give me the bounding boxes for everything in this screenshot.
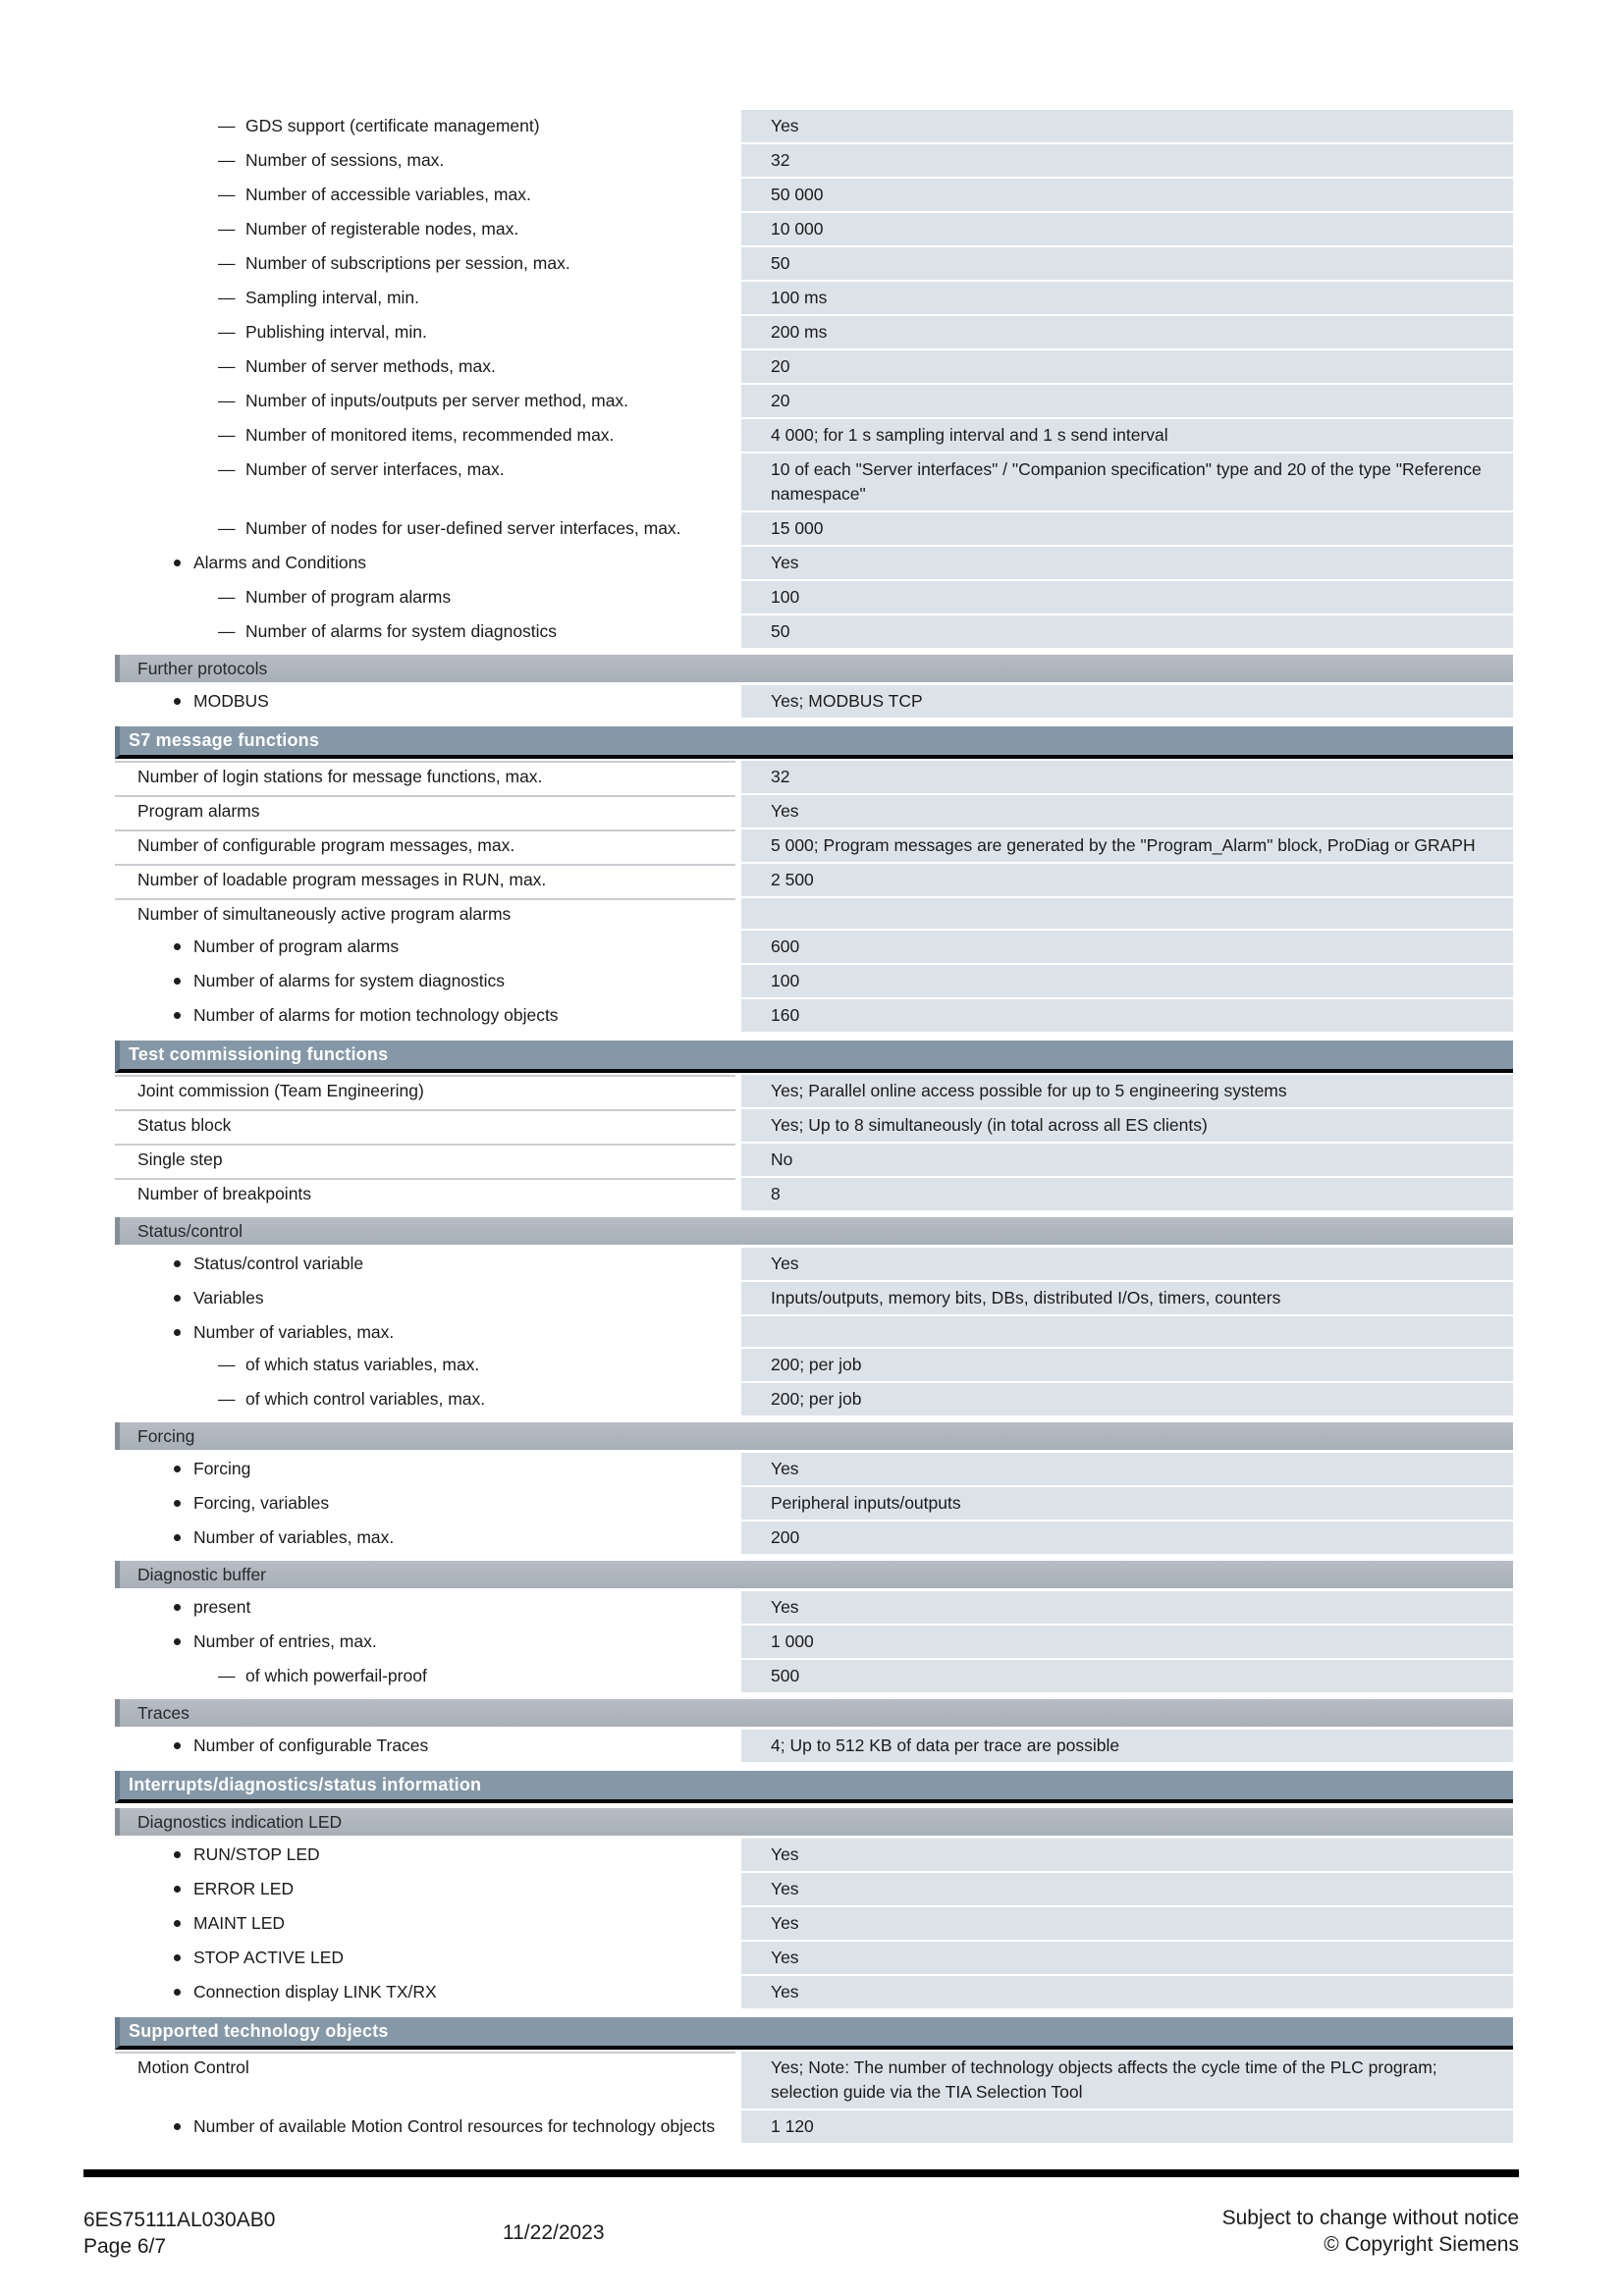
- spec-table: [115, 110, 1513, 2145]
- spec-value: Yes; Up to 8 simultaneously (in total across all ES clients): [741, 1109, 1513, 1144]
- bullet-icon: [174, 943, 181, 950]
- bullet-icon: [174, 560, 181, 566]
- bullet-icon: [174, 1534, 181, 1541]
- spec-row: [115, 1282, 1513, 1316]
- spec-label: — Number of sessions, max.: [115, 144, 741, 179]
- spec-value: 15 000: [741, 512, 1513, 547]
- spec-row: [115, 2110, 1513, 2145]
- bullet-icon: [174, 1920, 181, 1927]
- spec-label: — Number of registerable nodes, max.: [115, 213, 741, 247]
- spec-value: 1 120: [741, 2110, 1513, 2145]
- spec-value: 200; per job: [741, 1383, 1513, 1417]
- spec-label: Variables: [115, 1282, 741, 1316]
- bullet-icon: [174, 698, 181, 705]
- spec-value: 160: [741, 999, 1513, 1034]
- spec-row: [115, 454, 1513, 512]
- dash-icon: —: [218, 1389, 236, 1409]
- spec-value: Yes: [741, 547, 1513, 581]
- spec-value: Yes: [741, 110, 1513, 144]
- bullet-icon: [174, 978, 181, 985]
- spec-row: [115, 512, 1513, 547]
- spec-value: Yes; MODBUS TCP: [741, 685, 1513, 720]
- subsection-header: Traces: [115, 1699, 1513, 1727]
- spec-value: Inputs/outputs, memory bits, DBs, distributed I/Os, timers, counters: [741, 1282, 1513, 1316]
- spec-label: — Number of program alarms: [115, 581, 741, 615]
- spec-row: [115, 1075, 1513, 1109]
- spec-row: [115, 999, 1513, 1034]
- spec-row: [115, 1976, 1513, 2010]
- spec-value: 100: [741, 581, 1513, 615]
- spec-value: 8: [741, 1178, 1513, 1212]
- bullet-icon: [174, 1886, 181, 1893]
- spec-label: STOP ACTIVE LED: [115, 1942, 741, 1976]
- spec-row: [115, 547, 1513, 581]
- spec-label: — GDS support (certificate management): [115, 110, 741, 144]
- spec-label: ERROR LED: [115, 1873, 741, 1907]
- spec-value: 200; per job: [741, 1349, 1513, 1383]
- spec-row: [115, 1178, 1513, 1212]
- spec-label: — Number of server interfaces, max.: [115, 454, 741, 512]
- dash-icon: —: [218, 356, 236, 376]
- spec-label: — Publishing interval, min.: [115, 316, 741, 350]
- spec-row: [115, 350, 1513, 385]
- spec-value: 32: [741, 761, 1513, 795]
- spec-value: Yes: [741, 1942, 1513, 1976]
- dash-icon: —: [218, 621, 236, 641]
- spec-value: 4; Up to 512 KB of data per trace are possible: [741, 1730, 1513, 1764]
- spec-row: [115, 385, 1513, 419]
- section-header: Test commissioning functions: [115, 1041, 1513, 1073]
- dash-icon: —: [218, 150, 236, 170]
- section-header: S7 message functions: [115, 726, 1513, 759]
- subsection-header: Diagnostic buffer: [115, 1561, 1513, 1588]
- dash-icon: —: [218, 391, 236, 410]
- bullet-icon: [174, 1851, 181, 1858]
- spec-label: Connection display LINK TX/RX: [115, 1976, 741, 2010]
- spec-value: Yes; Parallel online access possible for up to 5 engineering systems: [741, 1075, 1513, 1109]
- page-number: Page 6/7: [83, 2235, 167, 2258]
- bullet-icon: [174, 1329, 181, 1336]
- spec-label: Motion Control: [115, 2052, 741, 2110]
- spec-row: [115, 615, 1513, 650]
- bullet-icon: [174, 1466, 181, 1472]
- spec-row: [115, 761, 1513, 795]
- spec-row: [115, 1522, 1513, 1556]
- product-id: 6ES75111AL030AB0: [83, 2209, 276, 2231]
- spec-row: [115, 864, 1513, 898]
- spec-row: [115, 144, 1513, 179]
- spec-value: [741, 1316, 1513, 1349]
- spec-value: Yes: [741, 1453, 1513, 1487]
- spec-value: 20: [741, 350, 1513, 385]
- spec-value: 200: [741, 1522, 1513, 1556]
- copyright: © Copyright Siemens: [1324, 2233, 1519, 2256]
- spec-label: — Sampling interval, min.: [115, 282, 741, 316]
- spec-row: [115, 795, 1513, 829]
- bullet-icon: [174, 1989, 181, 1996]
- spec-label: Forcing: [115, 1453, 741, 1487]
- spec-row: [115, 1730, 1513, 1764]
- dash-icon: —: [218, 219, 236, 239]
- spec-value: 10 of each "Server interfaces" / "Companion specification" type and 20 of the type "Reference namespace": [741, 454, 1513, 512]
- dash-icon: —: [218, 1355, 236, 1374]
- spec-value: Yes: [741, 1591, 1513, 1626]
- spec-value: 50: [741, 615, 1513, 650]
- spec-row: [115, 1248, 1513, 1282]
- spec-row: [115, 685, 1513, 720]
- spec-row: [115, 1383, 1513, 1417]
- spec-label: — of which powerfail-proof: [115, 1660, 741, 1694]
- spec-row: [115, 898, 1513, 931]
- spec-value: 20: [741, 385, 1513, 419]
- spec-row: [115, 110, 1513, 144]
- spec-value: 200 ms: [741, 316, 1513, 350]
- spec-row: [115, 2052, 1513, 2110]
- dash-icon: —: [218, 459, 236, 479]
- spec-row: [115, 829, 1513, 864]
- bullet-icon: [174, 1500, 181, 1507]
- spec-label: present: [115, 1591, 741, 1626]
- spec-label: — Number of server methods, max.: [115, 350, 741, 385]
- spec-row: [115, 1907, 1513, 1942]
- spec-row: [115, 316, 1513, 350]
- spec-value: 1 000: [741, 1626, 1513, 1660]
- spec-row: [115, 965, 1513, 999]
- section-header: Interrupts/diagnostics/status information: [115, 1771, 1513, 1803]
- spec-row: [115, 1591, 1513, 1626]
- spec-label: MODBUS: [115, 685, 741, 720]
- bullet-icon: [174, 1604, 181, 1611]
- spec-value: Yes: [741, 1873, 1513, 1907]
- dash-icon: —: [218, 288, 236, 307]
- spec-value: 5 000; Program messages are generated by the "Program_Alarm" block, ProDiag or GRAPH: [741, 829, 1513, 864]
- footer-left: [83, 2207, 275, 2260]
- spec-label: Number of available Motion Control resources for technology objects: [115, 2110, 741, 2145]
- spec-value: 32: [741, 144, 1513, 179]
- spec-label: Number of variables, max.: [115, 1316, 741, 1349]
- spec-value: [741, 898, 1513, 931]
- footer-right: [1022, 2205, 1519, 2258]
- spec-value: Yes: [741, 1248, 1513, 1282]
- subsection-header: Diagnostics indication LED: [115, 1808, 1513, 1836]
- spec-label: Number of login stations for message functions, max.: [115, 761, 741, 795]
- dash-icon: —: [218, 322, 236, 342]
- spec-value: 100 ms: [741, 282, 1513, 316]
- spec-label: — of which status variables, max.: [115, 1349, 741, 1383]
- spec-label: — Number of alarms for system diagnostics: [115, 615, 741, 650]
- spec-row: [115, 1942, 1513, 1976]
- spec-value: Yes: [741, 1907, 1513, 1942]
- dash-icon: —: [218, 1666, 236, 1685]
- spec-value: 500: [741, 1660, 1513, 1694]
- bullet-icon: [174, 1295, 181, 1302]
- spec-label: Number of breakpoints: [115, 1178, 741, 1212]
- spec-label: — Number of inputs/outputs per server method, max.: [115, 385, 741, 419]
- spec-value: 4 000; for 1 s sampling interval and 1 s send interval: [741, 419, 1513, 454]
- spec-value: 100: [741, 965, 1513, 999]
- spec-label: Number of program alarms: [115, 931, 741, 965]
- spec-row: [115, 1660, 1513, 1694]
- spec-row: [115, 931, 1513, 965]
- spec-row: [115, 1453, 1513, 1487]
- spec-label: — Number of accessible variables, max.: [115, 179, 741, 213]
- spec-label: Number of alarms for motion technology objects: [115, 999, 741, 1034]
- bullet-icon: [174, 1012, 181, 1019]
- spec-label: Number of configurable program messages, max.: [115, 829, 741, 864]
- dash-icon: —: [218, 518, 236, 538]
- spec-label: — Number of subscriptions per session, max.: [115, 247, 741, 282]
- subsection-header: Further protocols: [115, 655, 1513, 682]
- spec-row: [115, 1109, 1513, 1144]
- dash-icon: —: [218, 587, 236, 607]
- spec-label: Single step: [115, 1144, 741, 1178]
- spec-label: — Number of monitored items, recommended max.: [115, 419, 741, 454]
- spec-label: RUN/STOP LED: [115, 1839, 741, 1873]
- spec-row: [115, 1144, 1513, 1178]
- dash-icon: —: [218, 185, 236, 204]
- spec-label: Status/control variable: [115, 1248, 741, 1282]
- spec-value: No: [741, 1144, 1513, 1178]
- subsection-header: Status/control: [115, 1217, 1513, 1245]
- spec-label: Joint commission (Team Engineering): [115, 1075, 741, 1109]
- spec-row: [115, 1316, 1513, 1349]
- spec-value: 10 000: [741, 213, 1513, 247]
- dash-icon: —: [218, 116, 236, 135]
- spec-value: 50: [741, 247, 1513, 282]
- spec-label: Number of alarms for system diagnostics: [115, 965, 741, 999]
- spec-label: Number of variables, max.: [115, 1522, 741, 1556]
- spec-value: 600: [741, 931, 1513, 965]
- change-notice: Subject to change without notice: [1221, 2207, 1519, 2229]
- spec-row: [115, 213, 1513, 247]
- spec-row: [115, 179, 1513, 213]
- spec-value: Peripheral inputs/outputs: [741, 1487, 1513, 1522]
- subsection-header: Forcing: [115, 1422, 1513, 1450]
- spec-row: [115, 419, 1513, 454]
- spec-row: [115, 1349, 1513, 1383]
- section-header: Supported technology objects: [115, 2017, 1513, 2050]
- spec-label: Number of configurable Traces: [115, 1730, 741, 1764]
- spec-label: Forcing, variables: [115, 1487, 741, 1522]
- spec-value: Yes: [741, 1839, 1513, 1873]
- bullet-icon: [174, 1260, 181, 1267]
- spec-value: Yes: [741, 795, 1513, 829]
- spec-label: Program alarms: [115, 795, 741, 829]
- spec-value: Yes; Note: The number of technology objects affects the cycle time of the PLC program; selection guide via the TIA Selection Tool: [741, 2052, 1513, 2110]
- spec-value: 2 500: [741, 864, 1513, 898]
- dash-icon: —: [218, 425, 236, 445]
- spec-row: [115, 282, 1513, 316]
- spec-row: [115, 581, 1513, 615]
- bullet-icon: [174, 1638, 181, 1645]
- spec-label: — Number of nodes for user-defined server interfaces, max.: [115, 512, 741, 547]
- spec-value: 50 000: [741, 179, 1513, 213]
- spec-label: — of which control variables, max.: [115, 1383, 741, 1417]
- spec-value: Yes: [741, 1976, 1513, 2010]
- bullet-icon: [174, 2123, 181, 2130]
- spec-row: [115, 1873, 1513, 1907]
- spec-label: Number of loadable program messages in RUN, max.: [115, 864, 741, 898]
- spec-label: Number of entries, max.: [115, 1626, 741, 1660]
- bullet-icon: [174, 1954, 181, 1961]
- spec-row: [115, 1487, 1513, 1522]
- footer-divider: [83, 2169, 1519, 2177]
- dash-icon: —: [218, 253, 236, 273]
- spec-row: [115, 247, 1513, 282]
- spec-label: Number of simultaneously active program alarms: [115, 898, 741, 931]
- spec-label: Alarms and Conditions: [115, 547, 741, 581]
- spec-row: [115, 1626, 1513, 1660]
- footer-date: 11/22/2023: [503, 2221, 605, 2244]
- spec-label: Status block: [115, 1109, 741, 1144]
- spec-label: MAINT LED: [115, 1907, 741, 1942]
- bullet-icon: [174, 1742, 181, 1749]
- spec-row: [115, 1839, 1513, 1873]
